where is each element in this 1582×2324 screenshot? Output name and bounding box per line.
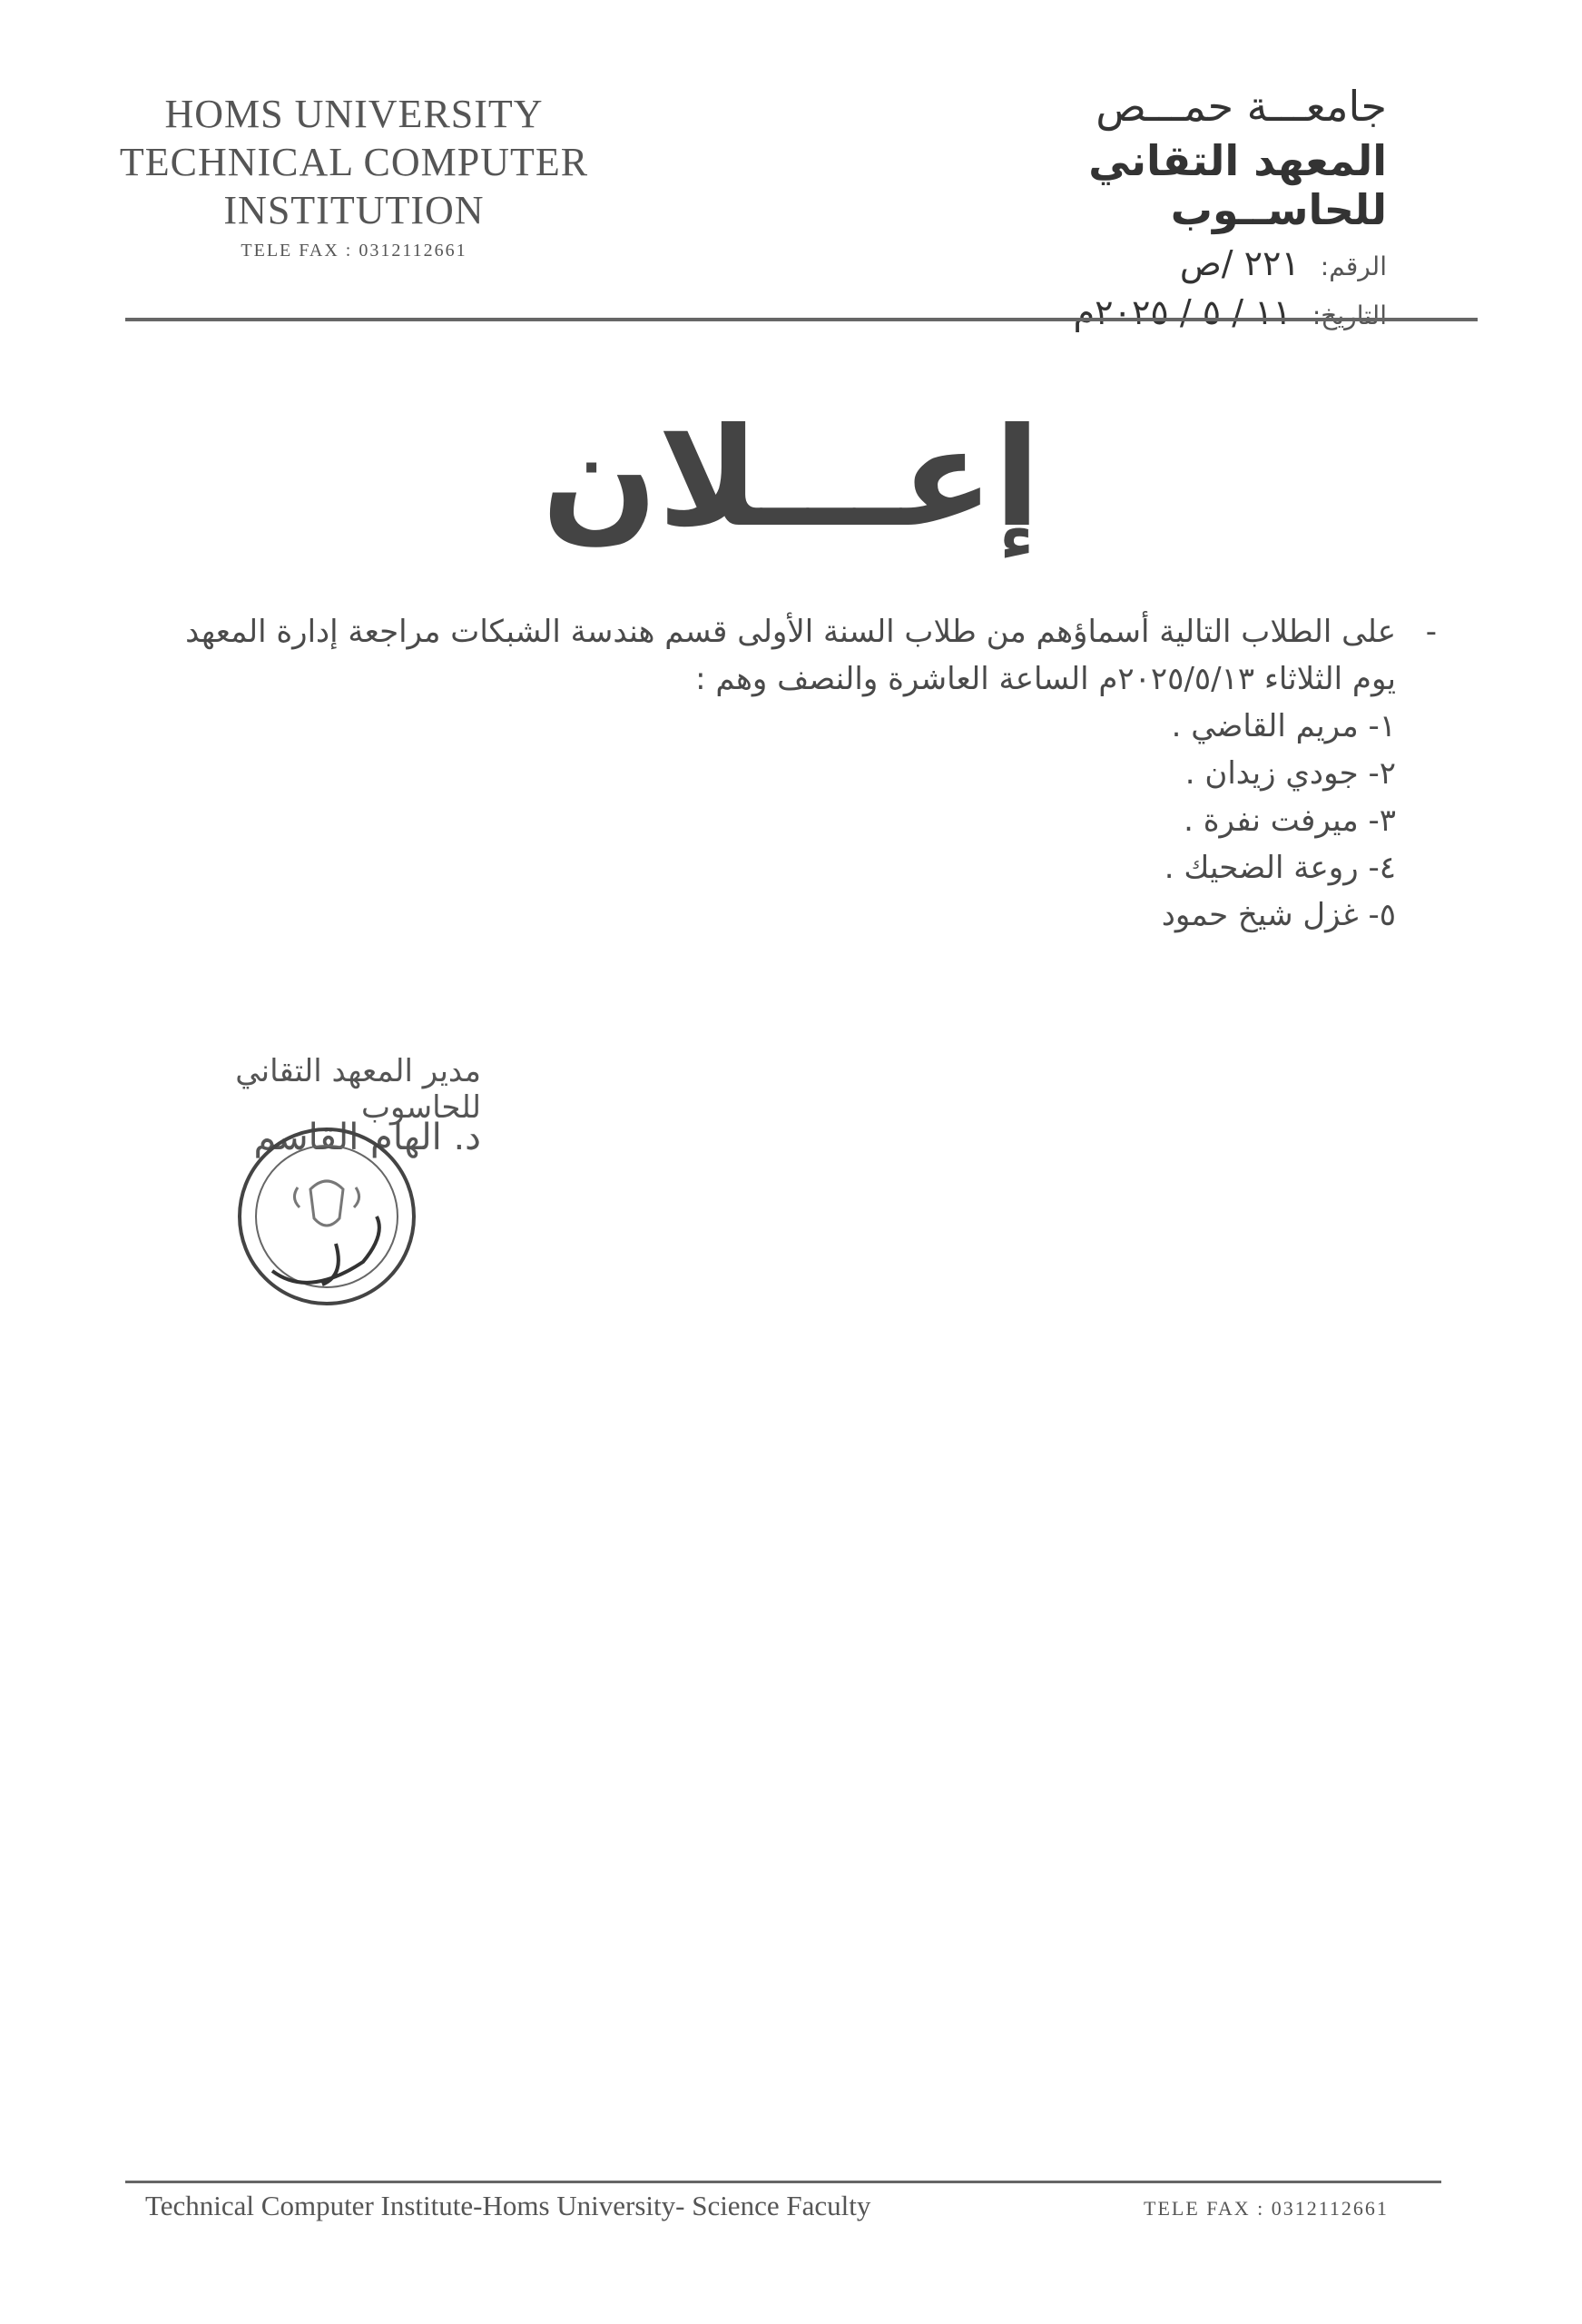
university-name-en: HOMS UNIVERSITY [164,92,544,136]
student-list [125,703,1396,939]
footer-telefax: TELE FAX : 0312112661 [1144,2197,1389,2220]
university-name-ar: جامعـــة حمـــص [1096,82,1387,131]
bullet-dash: - [1425,614,1437,650]
signatory-name: د. الهام القاسم [253,1117,481,1158]
body-line-2: يوم الثلاثاء ٢٠٢٥/٥/١٣م الساعة العاشرة والنصف وهم : [695,661,1396,697]
date-value: ١١ / ٥ / ٢٠٢٥م [1073,292,1292,332]
footer-institute: Technical Computer Institute-Homs University- Science Faculty [145,2190,871,2221]
student-item-2: ٢- جودي زيدان . [1184,755,1396,792]
student-item-4: ٤- روعة الضحيك . [1164,850,1396,886]
announcement-body [125,608,1437,939]
date-row [915,292,1387,332]
student-item-5: ٥- غزل شيخ حمود [1161,897,1396,933]
student-item-3: ٣- ميرفت نفرة . [1184,803,1396,839]
date-label: التاريخ: [1312,300,1387,330]
signatory-title: مدير المعهد التقاني للحاسوب [235,1053,481,1126]
reference-number: ٢٢١ /ص [1179,243,1300,283]
telefax-header: TELE FAX : 0312112661 [241,241,467,261]
footer-divider [125,2181,1441,2183]
letterhead-english [100,91,608,261]
official-stamp-icon [227,1117,427,1316]
header-divider [125,318,1478,321]
reference-label: الرقم: [1320,251,1387,281]
body-line-1: على الطلاب التالية أسماؤهم من طلاب السنة الأولى قسم هندسة الشبكات مراجعة إدارة المعهد [185,614,1396,650]
institute-name-en-2: INSTITUTION [223,187,485,232]
institute-name-ar: المعهد التقاني للحاســوب [1088,136,1387,234]
institute-name-en: TECHNICAL COMPUTER [119,139,589,184]
announcement-title: إعـــلان [541,399,1041,557]
student-item-1: ١- مريم القاضي . [1171,708,1396,744]
reference-row [915,243,1387,283]
letterhead-arabic [915,82,1387,332]
